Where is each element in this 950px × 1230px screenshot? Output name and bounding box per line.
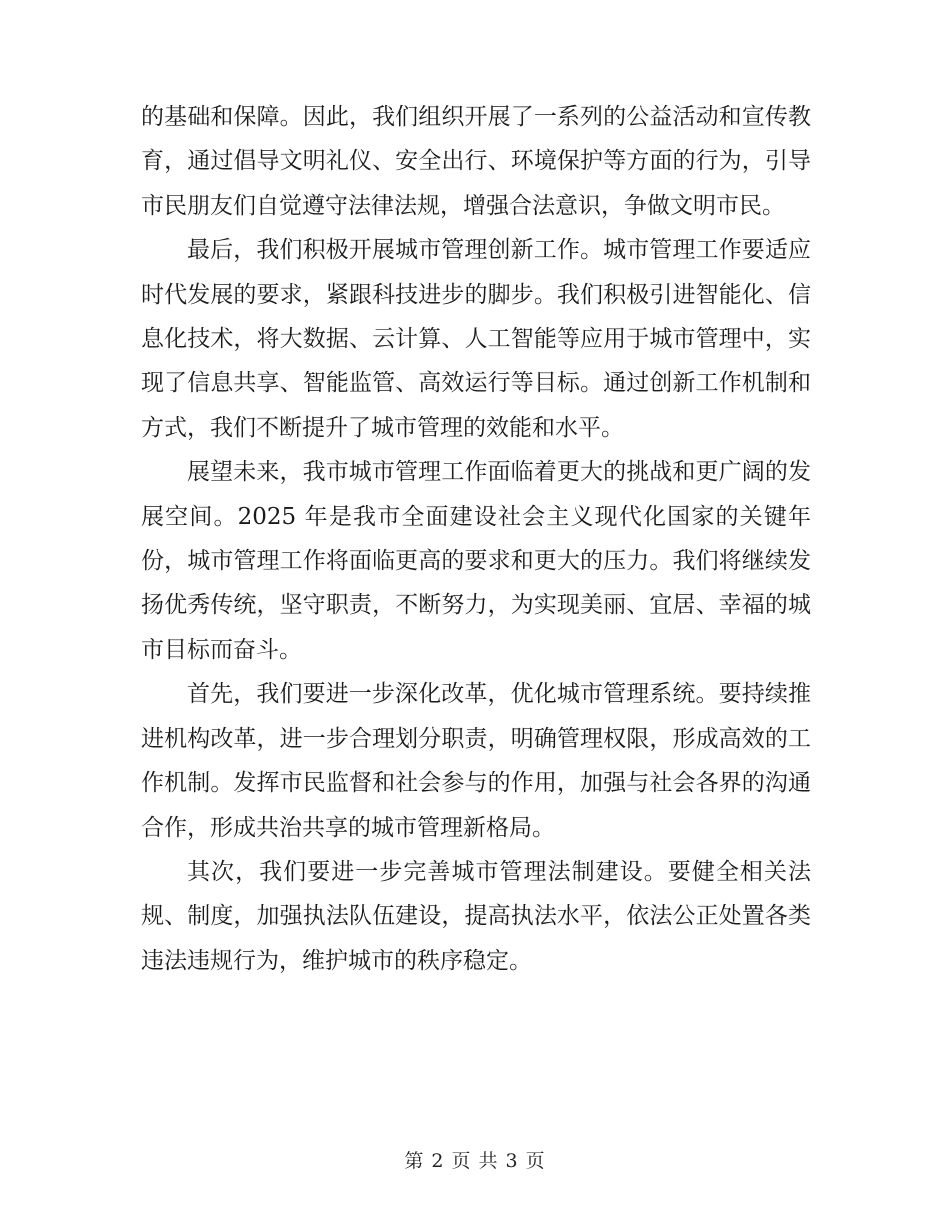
paragraph-continued: 的基础和保障。因此，我们组织开展了一系列的公益活动和宣传教育，通过倡导文明礼仪、安全出行、环境保护等方面的行为，引导市民朋友们自觉遵守法律法规，增强合法意识，争做文明市民。 — [141, 104, 811, 219]
paragraph-outlook: 展望未来，我市城市管理工作面临着更大的挑战和更广阔的发展空间。2025 年是我市全面建设社会主义现代化国家的关键年份，城市管理工作将面临更高的要求和更大的压力。我们将继续发扬优秀传统，坚守职责，不断努力，为实现美丽、宜居、幸福的城市目标而奋斗。 — [141, 459, 811, 663]
paragraph-reform: 首先，我们要进一步深化改革，优化城市管理系统。要持续推进机构改革，进一步合理划分职责，明确管理权限，形成高效的工作机制。发挥市民监督和社会参与的作用，加强与社会各界的沟通合作，形成共治共享的城市管理新格局。 — [141, 681, 811, 841]
paragraph-legal-system: 其次，我们要进一步完善城市管理法制建设。要健全相关法规、制度，加强执法队伍建设，提高执法水平，依法公正处置各类违法违规行为，维护城市的秩序稳定。 — [141, 858, 811, 974]
document-body — [141, 95, 811, 983]
page-number-footer: 第 2 页 共 3 页 — [404, 1150, 546, 1172]
paragraph-innovation: 最后，我们积极开展城市管理创新工作。城市管理工作要适应时代发展的要求，紧跟科技进步的脚步。我们积极引进智能化、信息化技术，将大数据、云计算、人工智能等应用于城市管理中，实现了信息共享、智能监管、高效运行等目标。通过创新工作机制和方式，我们不断提升了城市管理的效能和水平。 — [141, 237, 811, 441]
